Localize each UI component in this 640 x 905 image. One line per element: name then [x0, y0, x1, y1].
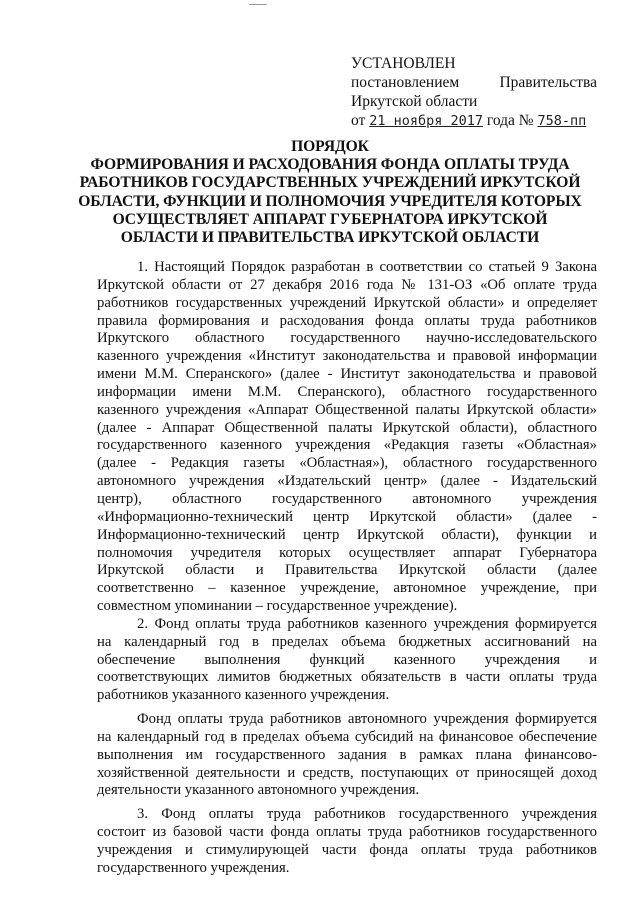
document-title: [60, 138, 600, 247]
paragraph-line: совместном упоминании – государственное учреждение).: [97, 598, 458, 615]
paragraph-line: выполнения им государственного задания в рамках плана финансово-: [97, 746, 597, 763]
paragraph: [97, 806, 597, 877]
title-line: РАБОТНИКОВ ГОСУДАРСТВЕННЫХ УЧРЕЖДЕНИЙ ИРКУТСКОЙ: [79, 174, 581, 192]
paragraph-line: информации имени М.М. Сперанского), областного государственного: [97, 383, 597, 400]
paragraph-line: 2. Фонд оплаты труда работников казенного учреждения формируется: [137, 615, 597, 632]
paragraph-line: 3. Фонд оплаты труда работников государственного учреждения: [137, 806, 597, 823]
paragraph-line: работников указанного казенного учреждения.: [97, 687, 390, 704]
approval-number: 758-пп: [537, 113, 587, 129]
paragraph-line: (далее - Аппарат Общественной палаты Иркутской области), областного: [97, 419, 597, 436]
title-line: ОСУЩЕСТВЛЯЕТ АППАРАТ ГУБЕРНАТОРА ИРКУТСКОЙ: [112, 210, 548, 228]
approval-date: 21 ноября 2017: [369, 113, 483, 129]
paragraph-line: государственного учреждения.: [97, 859, 290, 876]
title-line: ПОРЯДОК: [291, 138, 369, 155]
paragraph-line: хозяйственной деятельности и средств, поступающих от приносящей доход: [97, 764, 597, 781]
paragraph-line: казенного учреждения «Аппарат Общественной палаты Иркутской области»: [97, 401, 597, 418]
paragraph-line: автономного учреждения «Издательский центр» (далее - Издательский: [97, 473, 597, 490]
paragraph: [97, 259, 597, 616]
title-line: ОБЛАСТИ, ФУНКЦИИ И ПОЛНОМОЧИЯ УЧРЕДИТЕЛЯ КОТОРЫХ: [78, 192, 582, 210]
approval-region: Иркутской области: [351, 93, 478, 110]
approval-heading: УСТАНОВЛЕН: [351, 55, 456, 72]
paragraph-line: Иркутского областного государственного научно-исследовательского: [97, 330, 597, 347]
approval-date-prefix: от: [351, 112, 366, 129]
approval-date-line: [351, 111, 597, 131]
paragraph-line: казенного учреждения «Институт законодательства и правовой информации: [97, 348, 597, 365]
paragraph-line: правила формирования и расходования фонда оплаты труда работников: [97, 312, 597, 329]
paragraph-line: имени М.М. Сперанского» (далее - Институт законодательства и правовой: [97, 366, 597, 383]
paragraph-line: государственного казенного учреждения «Редакция газеты «Областная»: [97, 437, 597, 454]
paragraph-line: полномочия учредителя которых осуществляет аппарат Губернатора: [97, 544, 597, 561]
approval-government-word: Правительства: [499, 74, 597, 91]
paragraph-line: 1. Настоящий Порядок разработан в соответствии со статьей 9 Закона: [137, 259, 597, 275]
paragraph-line: соответственно – казенное учреждение, автономное учреждение, при: [97, 580, 597, 597]
title-line: ОБЛАСТИ И ПРАВИТЕЛЬСТВА ИРКУТСКОЙ ОБЛАСТИ: [120, 229, 540, 247]
document-body: [97, 259, 597, 878]
paragraph-line: центр), областного государственного автономного учреждения: [97, 490, 597, 507]
paragraph-line: Информационно-технический центр Иркутской области), функции и: [97, 526, 597, 543]
paragraph-line: Иркутской области от 27 декабря 2016 года № 131-ОЗ «Об оплате труда: [97, 276, 597, 293]
approval-stamp: [351, 54, 597, 131]
paragraph-line: состоит из базовой части фонда оплаты труда работников государственного: [97, 824, 597, 841]
approval-decree-line: [351, 73, 597, 92]
paragraph-line: обеспечение выполнения функций казенного учреждения и: [97, 651, 597, 668]
paragraph-line: соответствующих лимитов бюджетных обязательств в части оплаты труда: [97, 669, 597, 686]
paragraph-line: (далее - Редакция газеты «Областная»), областного государственного: [97, 455, 597, 472]
paragraph-line: учреждения и стимулирующей части фонда оплаты труда работников: [97, 842, 597, 858]
approval-number-label: года №: [486, 112, 534, 129]
paragraph-line: Фонд оплаты труда работников автономного учреждения формируется: [137, 711, 597, 728]
top-edge-mark: [249, 4, 267, 5]
approval-decree-word: постановлением: [351, 74, 460, 91]
paragraph-line: работников государственных учреждений Иркутской области» и определяет: [97, 294, 597, 311]
paragraph-line: на календарный год в пределах объема субсидий на финансовое обеспечение: [97, 728, 597, 745]
paragraph-line: на календарный год в пределах объема бюджетных ассигнований на: [97, 633, 597, 650]
paragraph-line: деятельности указанного автономного учреждения.: [97, 782, 420, 799]
title-line: ФОРМИРОВАНИЯ И РАСХОДОВАНИЯ ФОНДА ОПЛАТЫ ТРУДА: [90, 156, 570, 174]
paragraph: [97, 616, 597, 705]
paragraph-line: «Информационно-технический центр Иркутской области» (далее -: [97, 508, 597, 525]
paragraph-line: Иркутской области и Правительства Иркутской области (далее: [97, 562, 597, 579]
paragraph: [97, 711, 597, 800]
